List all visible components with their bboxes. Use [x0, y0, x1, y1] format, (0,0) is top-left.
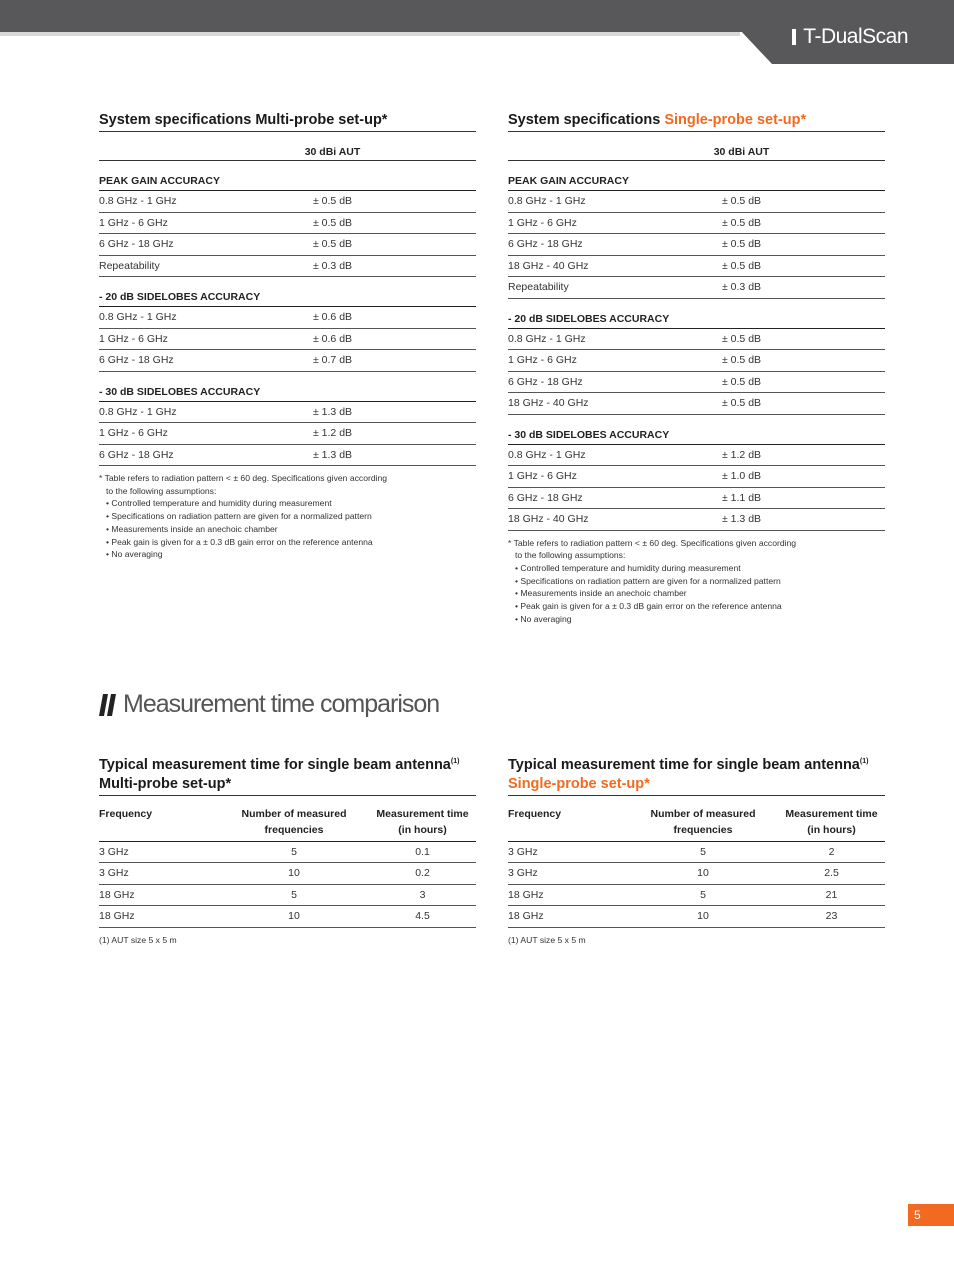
spec-row-label: 1 GHz - 6 GHz	[508, 216, 577, 229]
footnote-line: • Specifications on radiation pattern are given for a normalized pattern	[106, 511, 372, 522]
spec-row	[508, 234, 885, 256]
single-spec-groups	[508, 175, 885, 531]
spec-row-label: 6 GHz - 18 GHz	[99, 238, 174, 250]
spec-row-label: 6 GHz - 18 GHz	[99, 448, 174, 461]
section-title: Measurement time comparison	[99, 690, 439, 719]
spec-row-label: 1 GHz - 6 GHz	[508, 354, 577, 366]
table-row	[99, 885, 476, 907]
spec-group-title: - 20 dB SIDELOBES ACCURACY	[99, 291, 476, 307]
multi-spec-footnote	[99, 472, 476, 561]
spec-row-label: 0.8 GHz - 1 GHz	[508, 448, 586, 461]
footnote-line: * Table refers to radiation pattern < ± 60 deg. Specifications given according	[99, 473, 388, 483]
spec-row	[508, 372, 885, 394]
spec-row	[99, 234, 476, 256]
spec-row-label: Repeatability	[508, 281, 569, 293]
spec-row	[99, 307, 476, 329]
spec-row-label: 1 GHz - 6 GHz	[99, 332, 168, 345]
cell-frequency: 18 GHz	[99, 888, 135, 901]
footnote-line: • Measurements inside an anechoic chamber	[106, 523, 278, 534]
spec-row-value: ± 0.3 dB	[722, 281, 762, 293]
spec-row-value: ± 0.5 dB	[722, 375, 762, 388]
cell-time: 0.1	[415, 845, 430, 858]
brand-bar-icon	[792, 29, 796, 45]
cell-num-frequencies: 10	[288, 867, 300, 880]
spec-row-value: ± 0.5 dB	[722, 216, 762, 229]
spec-row	[99, 213, 476, 235]
spec-row-label: 18 GHz - 40 GHz	[508, 513, 589, 525]
cell-num-frequencies: 5	[700, 888, 706, 901]
footnote-line: • No averaging	[515, 613, 572, 624]
spec-group-title: PEAK GAIN ACCURACY	[508, 175, 885, 191]
cell-time: 2.5	[824, 867, 839, 880]
spec-row-value: ± 0.5 dB	[313, 238, 353, 250]
spec-row	[508, 393, 885, 415]
spec-row-label: Repeatability	[99, 259, 160, 272]
spec-row-value: ± 0.5 dB	[722, 397, 762, 409]
table-row	[99, 863, 476, 885]
mt-multi-rows	[99, 842, 476, 928]
single-spec-col-head: 30 dBi AUT	[508, 132, 885, 161]
spec-row	[508, 466, 885, 488]
spec-row-label: 6 GHz - 18 GHz	[508, 375, 583, 388]
spec-row	[99, 329, 476, 351]
cell-num-frequencies: 10	[697, 867, 709, 880]
spec-row-value: ± 1.3 dB	[313, 405, 353, 418]
mt-multi-title: Typical measurement time for single beam antenna$^{(1)}$ Multi-probe set-up*	[99, 752, 476, 796]
multi-spec-groups	[99, 175, 476, 466]
spec-row-value: ± 0.5 dB	[313, 195, 353, 207]
table-row	[508, 906, 885, 928]
spec-row	[99, 256, 476, 278]
multi-probe-spec	[99, 111, 476, 561]
cell-time: 0.2	[415, 867, 430, 880]
spec-group-title: PEAK GAIN ACCURACY	[99, 175, 476, 191]
spec-row	[508, 256, 885, 278]
mt-single-table	[508, 752, 885, 945]
spec-row-value: ± 1.1 dB	[722, 491, 762, 504]
spec-row-value: ± 0.5 dB	[722, 332, 762, 345]
footnote-line: to the following assumptions:	[515, 550, 626, 561]
spec-row-value: ± 1.0 dB	[722, 470, 762, 482]
spec-row-label: 0.8 GHz - 1 GHz	[99, 311, 177, 323]
table-row	[508, 842, 885, 864]
mt-single-title: Typical measurement time for single beam antenna$^{(1)}$ Single-probe set-up*	[508, 752, 885, 796]
spec-row-value: ± 0.5 dB	[722, 259, 762, 272]
spec-row-value: ± 1.3 dB	[722, 513, 762, 525]
spec-group-title: - 30 dB SIDELOBES ACCURACY	[99, 386, 476, 402]
multi-spec-title: System specifications Multi-probe set-up*	[99, 111, 476, 132]
footnote-line: to the following assumptions:	[106, 485, 217, 496]
spec-row	[99, 423, 476, 445]
cell-num-frequencies: 5	[291, 845, 297, 858]
spec-row-value: ± 0.3 dB	[313, 259, 353, 272]
footnote-line: * Table refers to radiation pattern < ± 60 deg. Specifications given according	[508, 537, 797, 548]
table-row	[508, 885, 885, 907]
footnote-line: • Measurements inside an anechoic chamber	[515, 588, 687, 599]
spec-row-label: 6 GHz - 18 GHz	[508, 491, 583, 504]
spec-row-label: 18 GHz - 40 GHz	[508, 397, 589, 409]
spec-row	[508, 191, 885, 213]
mt-single-header: Frequency Number of measured frequencies Measurement time (in hours)	[508, 796, 885, 842]
cell-frequency: 18 GHz	[99, 910, 135, 923]
spec-row	[508, 277, 885, 299]
mt-single-rows	[508, 842, 885, 928]
spec-row	[508, 445, 885, 467]
footnote-line: • Controlled temperature and humidity during measurement	[106, 498, 332, 509]
table-row	[99, 842, 476, 864]
spec-row	[99, 445, 476, 467]
spec-row-value: ± 0.5 dB	[722, 238, 762, 250]
multi-spec-col-head: 30 dBi AUT	[99, 132, 476, 161]
cell-num-frequencies: 10	[288, 910, 300, 923]
spec-row-label: 6 GHz - 18 GHz	[508, 238, 583, 250]
spec-row	[508, 488, 885, 510]
spec-row-value: ± 1.2 dB	[313, 427, 353, 439]
spec-row-label: 0.8 GHz - 1 GHz	[99, 405, 177, 418]
footnote-line: • Peak gain is given for a ± 0.3 dB gain error on the reference antenna	[515, 601, 782, 612]
cell-frequency: 18 GHz	[508, 910, 544, 923]
footnote-line: • Peak gain is given for a ± 0.3 dB gain error on the reference antenna	[106, 536, 373, 547]
mt-multi-table	[99, 752, 476, 945]
spec-row-label: 1 GHz - 6 GHz	[508, 470, 577, 482]
cell-time: 4.5	[415, 910, 430, 923]
spec-row	[508, 329, 885, 351]
mt-single-note: (1) AUT size 5 x 5 m	[508, 934, 586, 945]
cell-num-frequencies: 5	[700, 845, 706, 858]
spec-row-label: 1 GHz - 6 GHz	[99, 216, 168, 229]
spec-row	[508, 350, 885, 372]
spec-row	[508, 213, 885, 235]
spec-row	[99, 191, 476, 213]
spec-row-label: 1 GHz - 6 GHz	[99, 427, 168, 439]
cell-time: 23	[825, 910, 838, 923]
spec-row-label: 0.8 GHz - 1 GHz	[508, 195, 586, 207]
spec-row-label: 18 GHz - 40 GHz	[508, 259, 589, 272]
cell-frequency: 3 GHz	[99, 867, 129, 880]
spec-row-label: 0.8 GHz - 1 GHz	[508, 332, 586, 345]
cell-frequency: 3 GHz	[508, 867, 538, 880]
spec-group-title: - 20 dB SIDELOBES ACCURACY	[508, 313, 885, 329]
spec-row	[508, 509, 885, 531]
table-row	[508, 863, 885, 885]
single-spec-footnote	[508, 537, 885, 626]
spec-row-value: ± 0.6 dB	[313, 332, 353, 345]
cell-num-frequencies: 5	[291, 888, 297, 901]
table-row	[99, 906, 476, 928]
spec-group-title: - 30 dB SIDELOBES ACCURACY	[508, 429, 885, 445]
spec-row	[99, 402, 476, 424]
spec-row	[99, 350, 476, 372]
cell-num-frequencies: 10	[697, 910, 709, 923]
spec-row-label: 6 GHz - 18 GHz	[99, 354, 174, 366]
spec-row-value: ± 0.5 dB	[722, 354, 762, 366]
spec-row-value: ± 1.3 dB	[313, 448, 353, 461]
spec-row-label: 0.8 GHz - 1 GHz	[99, 195, 177, 207]
mt-multi-note: (1) AUT size 5 x 5 m	[99, 934, 177, 945]
cell-time: 21	[825, 888, 838, 901]
spec-row-value: ± 0.5 dB	[722, 195, 762, 207]
footnote-line: • Specifications on radiation pattern are given for a normalized pattern	[515, 575, 781, 586]
spec-row-value: ± 1.2 dB	[722, 448, 762, 461]
single-probe-spec	[508, 111, 885, 625]
footnote-line: • Controlled temperature and humidity during measurement	[515, 562, 741, 573]
brand-title: T-DualScan	[792, 25, 908, 49]
cell-frequency: 3 GHz	[508, 845, 538, 858]
spec-row-value: ± 0.5 dB	[313, 216, 353, 229]
double-slash-icon	[99, 694, 117, 716]
mt-multi-header: Frequency Number of measured frequencies Measurement time (in hours)	[99, 796, 476, 842]
footnote-line: • No averaging	[106, 549, 163, 560]
cell-frequency: 18 GHz	[508, 888, 544, 901]
cell-frequency: 3 GHz	[99, 845, 129, 858]
page-number: 5	[908, 1204, 954, 1226]
cell-time: 2	[828, 845, 835, 858]
spec-row-value: ± 0.6 dB	[313, 311, 353, 323]
spec-row-value: ± 0.7 dB	[313, 354, 353, 366]
single-spec-title: System specifications Single-probe set-up*	[508, 111, 885, 132]
cell-time: 3	[419, 888, 426, 901]
